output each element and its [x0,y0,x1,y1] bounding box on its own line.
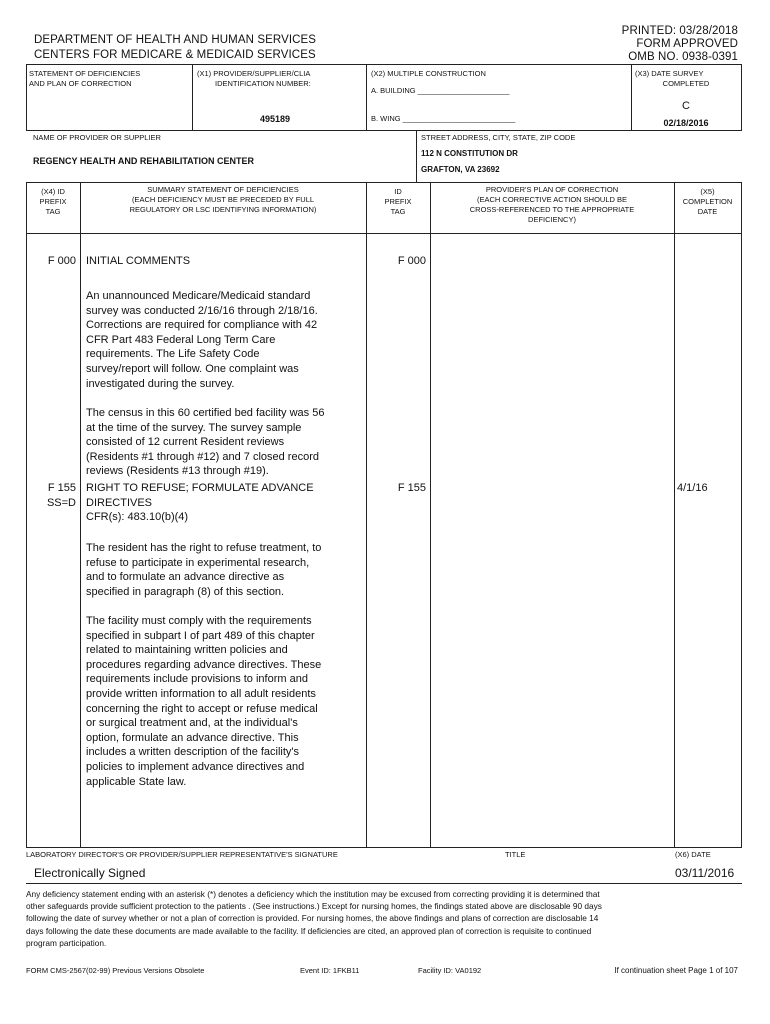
divider [26,883,742,884]
building-label: A. BUILDING ______________________ [371,86,510,95]
right-border [741,182,742,847]
x3-label: (X3) DATE SURVEY [635,69,704,78]
statement-label-2: AND PLAN OF CORRECTION [29,79,132,88]
x1-label: (X1) PROVIDER/SUPPLIER/CLIA [197,69,311,78]
plan-header-4: DEFICIENCY) [528,215,576,224]
x2-label: (X2) MULTIPLE CONSTRUCTION [371,69,486,78]
wing-label: B. WING ___________________________ [371,114,516,123]
top-border [26,64,742,65]
summary-header: SUMMARY STATEMENT OF DEFICIENCIES [147,185,299,194]
department-name: DEPARTMENT OF HEALTH AND HUMAN SERVICES [34,34,317,46]
disclaimer-text: Any deficiency statement ending with an asterisk (*) denotes a deficiency which the institution may be excused from correcting providing it is determined that other safeguards provide sufficient protection to the patients . (See instructions.) Except for nursing homes, the findings stated above are disclosable 90 days following the date of survey whether or not a plan of correction is provided. For nursing homes, the above findings and plans of correction are disclosable 14 days following the date these documents are made available to the facility. If deficiencies are cited, an approved plan of correction is requisite to continued program participation. [26,889,602,948]
provider-name-label: NAME OF PROVIDER OR SUPPLIER [33,133,161,142]
printed-date: PRINTED: 03/28/2018 [621,25,738,37]
plan-header-3: CROSS-REFERENCED TO THE APPROPRIATE [469,205,635,214]
divider [26,847,742,848]
f155-tag-right: F 155 [397,482,426,494]
x5-header: (X5) [700,187,715,196]
survey-completed-date: 02/18/2016 [663,118,709,128]
provider-name: REGENCY HEALTH AND REHABILITATION CENTER [33,156,255,166]
right-to-refuse-paragraph: The resident has the right to refuse treatment, to refuse to participate in experimental research, and to formulate an advance directive as specified in paragraph (8) of this section. [86,542,322,598]
right-border-top [741,64,742,130]
divider [416,130,417,182]
facility-id: Facility ID: VA0192 [418,966,482,975]
x4-header-3: TAG [45,207,61,216]
column-divider [366,182,367,847]
divider [26,233,742,234]
x3-label-2: COMPLETED [662,79,710,88]
f000-title: INITIAL COMMENTS [86,255,191,267]
provider-id-number: 495189 [260,114,291,124]
f155-title: RIGHT TO REFUSE; FORMULATE ADVANCE DIRECTIVES [86,482,314,509]
signature-date: 03/11/2016 [675,866,735,880]
plan-header-2: (EACH CORRECTIVE ACTION SHOULD BE [476,195,628,204]
column-divider [674,182,675,847]
plan-header: PROVIDER'S PLAN OF CORRECTION [485,185,619,194]
f155-tag: F 155 [47,482,76,494]
event-id: Event ID: 1FKB11 [300,966,360,975]
f000-tag: F 000 [47,255,76,267]
id-header: ID [394,187,402,196]
f000-tag-right: F 000 [397,255,426,267]
address-line2: GRAFTON, VA 23692 [421,165,500,174]
id-header-2: PREFIX [384,197,412,206]
summary-header-2: (EACH DEFICIENCY MUST BE PRECEDED BY FULL [131,195,315,204]
facility-compliance-paragraph: The facility must comply with the requirements specified in subpart I of part 489 of this chapter related to maintaining written policies and procedures regarding advance directives. These requirements include provisions to inform and provide written information to all adult residents concerning the right to accept or refuse medical or surgical treatment and, at the individual's option, formulate an advance directive. This includes a written description of the facility's policies to implement advance directives and applicable State law. [86,615,322,788]
x5-header-2: COMPLETION [682,197,733,206]
x5-header-3: DATE [697,207,718,216]
column-divider [80,182,81,847]
x4-header-2: PREFIX [39,197,67,206]
form-id: FORM CMS-2567(02-99) Previous Versions Obsolete [26,966,205,975]
electronic-signature: Electronically Signed [34,866,146,880]
initial-comments-paragraph: An unannounced Medicare/Medicaid standard survey was conducted 2/16/16 through 2/18/16. Corrections are required for compliance with 42 CFR Part 483 Federal Long Term Care requirements. The Life Safety Code survey/report will follow. One complaint was investigated during the survey. [86,290,318,390]
divider [366,64,367,130]
omb-number: OMB NO. 0938-0391 [628,51,738,63]
agency-name: CENTERS FOR MEDICARE & MEDICAID SERVICES [34,49,316,61]
left-border-top [26,64,27,130]
x1-label-2: IDENTIFICATION NUMBER: [215,79,311,88]
statement-label: STATEMENT OF DEFICIENCIES [29,69,141,78]
left-border [26,182,27,847]
title-label: TITLE [505,850,526,859]
f155-cfr: CFR(s): 483.10(b)(4) [86,511,189,523]
x4-header: (X4) ID [41,187,65,196]
address-label: STREET ADDRESS, CITY, STATE, ZIP CODE [421,133,576,142]
census-paragraph: The census in this 60 certified bed facility was 56 at the time of the survey. The survey sample consisted of 12 current Resident reviews (Residents #1 through #12) and 7 closed record reviews (Residents #13 through #19). [86,407,325,478]
id-header-3: TAG [390,207,406,216]
signature-label: LABORATORY DIRECTOR'S OR PROVIDER/SUPPLIER REPRESENTATIVE'S SIGNATURE [26,850,338,859]
date-label: (X6) DATE [675,850,711,859]
page-indicator: If continuation sheet Page 1 of 107 [614,966,738,975]
form-approved: FORM APPROVED [636,38,738,50]
survey-letter: C [682,100,690,112]
column-divider [430,182,431,847]
divider [26,130,742,131]
f155-completion-date: 4/1/16 [677,482,708,494]
address-line1: 112 N CONSTITUTION DR [421,149,518,158]
divider [26,182,742,183]
f155-severity: SS=D [46,497,76,509]
divider [192,64,193,130]
summary-header-3: REGULATORY OR LSC IDENTIFYING INFORMATION) [129,205,317,214]
